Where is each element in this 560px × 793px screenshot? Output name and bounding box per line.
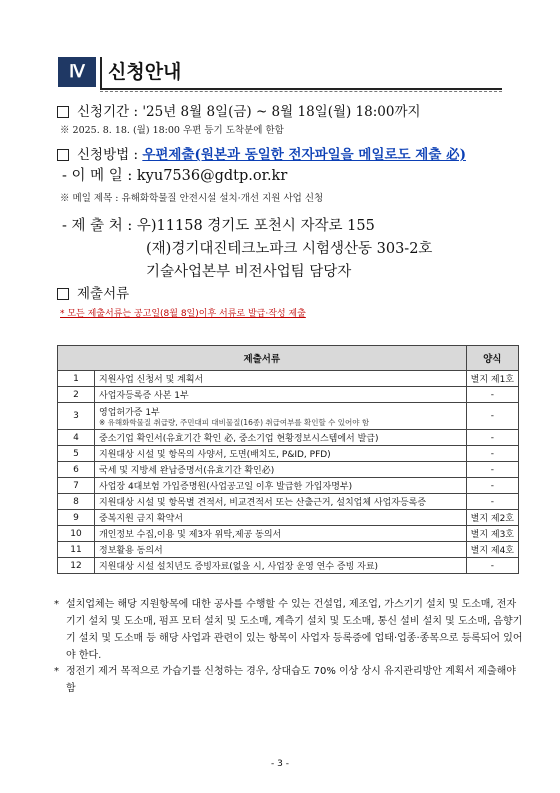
row-number: 3 [58, 403, 95, 430]
table-row [58, 387, 519, 403]
row-document-name [95, 403, 467, 430]
documents-row [57, 285, 129, 303]
row-number: 8 [58, 494, 95, 510]
row-document-name [95, 494, 467, 510]
row-document-name [95, 542, 467, 558]
table-row [58, 478, 519, 494]
table-row [58, 526, 519, 542]
address-row: - 제 출 처 : 우)11158 경기도 포천시 자작로 155 [62, 218, 375, 234]
row-document-name [95, 510, 467, 526]
documents-label: 제출서류 [77, 286, 130, 302]
document-sub-note: ※ 유해화학물질 취급량, 주민대피 대비물질(16종) 취급여부를 확인할 수 있어야 함 [99, 417, 370, 427]
document-name-text: 영업허가증 1부 [99, 407, 160, 418]
document-name-text: 국세 및 지방세 완납증명서(유효기간 확인必) [99, 466, 275, 476]
address-line-2: (재)경기대진테크노파크 시험생산동 303-2호 [146, 241, 433, 257]
table-row [58, 542, 519, 558]
document-name-text: 정보활용 동의서 [99, 546, 163, 556]
document-name-text: 사업장 4대보험 가입증명원(사업공고일 이후 발급한 가입자명부) [99, 482, 353, 492]
section-number-badge: Ⅳ [58, 57, 96, 87]
row-number: 11 [58, 542, 95, 558]
table-row [58, 446, 519, 462]
footnote-text: 정전기 제거 목적으로 가습기를 신청하는 경우, 상대습도 70% 이상 상시 유지관리방안 계획서 제출해야 함 [66, 666, 516, 694]
row-document-name [95, 526, 467, 542]
documents-table [57, 345, 519, 574]
table-row [58, 494, 519, 510]
row-form: 별지 제1호 [466, 371, 518, 387]
row-number: 9 [58, 510, 95, 526]
document-name-text: 지원대상 시설 및 항목의 사양서, 도면(배치도, P&ID, PFD) [99, 450, 331, 460]
row-form: - [466, 462, 518, 478]
section-divider [100, 57, 102, 90]
checkbox-icon [57, 149, 69, 161]
row-form: - [466, 558, 518, 574]
footnote-mark: * [54, 666, 59, 677]
row-document-name [95, 446, 467, 462]
row-form: - [466, 478, 518, 494]
table-row [58, 371, 519, 387]
address-label: 제 출 처 [71, 218, 123, 234]
table-row [58, 403, 519, 430]
row-number: 4 [58, 430, 95, 446]
period-value: '25년 8월 8일(금) ~ 8월 18일(월) 18:00까지 [142, 104, 421, 120]
method-row: 신청방법 : 우편제출(원본과 동일한 전자파일을 메일로도 제출 必) [57, 146, 466, 164]
footnote-2 [54, 663, 524, 697]
period-note-row [60, 124, 284, 138]
documents-note: * 모든 제출서류는 공고일(8월 8일)이후 서류로 발급·작성 제출 [60, 309, 306, 319]
row-document-name [95, 478, 467, 494]
footnote-1 [54, 596, 524, 664]
section-underline [100, 88, 502, 90]
email-row: - 이 메 일 : kyu7536@gdtp.or.kr [62, 168, 288, 184]
table-row [58, 430, 519, 446]
row-form: - [466, 430, 518, 446]
row-form: - [466, 403, 518, 430]
document-name-text: 중복지원 금지 확약서 [99, 514, 183, 524]
document-name-text: 지원대상 시설 설치년도 증빙자료(없을 시, 사업장 운영 연수 증빙 자료) [99, 562, 379, 572]
row-document-name [95, 558, 467, 574]
reference-mark-icon: ※ [60, 125, 70, 136]
row-form: - [466, 446, 518, 462]
address-line-1: 우)11158 경기도 포천시 자작로 155 [136, 218, 375, 234]
section-title: 신청안내 [108, 61, 182, 83]
email-note: 메일 제목 : 유해화학물질 안전시설 설치·개선 지원 사업 신청 [72, 193, 324, 204]
section-underline-dashed [100, 91, 502, 92]
email-label: 이 메 일 [71, 168, 123, 184]
email-value[interactable]: kyu7536@gdtp.or.kr [136, 168, 288, 184]
email-note-row [60, 192, 323, 206]
header-form: 양식 [466, 346, 518, 371]
row-number: 10 [58, 526, 95, 542]
period-label: 신청기간 [77, 104, 130, 120]
document-name-text: 개인정보 수집,이용 및 제3자 위탁,제공 동의서 [99, 530, 282, 540]
table-row [58, 462, 519, 478]
table-row [58, 558, 519, 574]
row-number: 7 [58, 478, 95, 494]
document-name-text: 지원사업 신청서 및 계획서 [99, 375, 204, 385]
row-number: 6 [58, 462, 95, 478]
row-number: 1 [58, 371, 95, 387]
period-note: 2025. 8. 18. (월) 18:00 우편 등기 도착분에 한함 [72, 125, 284, 136]
address-line-3: 기술사업본부 비전사업팀 담당자 [146, 264, 352, 280]
footnote-text: 설치업체는 해당 지원항목에 대한 공사를 수행할 수 있는 건설업, 제조업, 가스기기 설치 및 도소매, 전자기기 설치 및 도소매, 펌프 모터 설치 및 도소매, 계측기 설치 및 도소매, 통신 설비 설치 및 도소매, 음향기기 설치 및 도소매 등 해당 사업과 관련이 있는 항목이 사업자 등록증에 업태·업종·종목으로 등록되어 있어야 한다. [66, 599, 523, 661]
document-name-text: 지원대상 시설 및 항목별 견적서, 비교견적서 또는 산출근거, 설치업체 사업자등록증 [99, 498, 427, 508]
document-name-text: 중소기업 확인서(유효기간 확인 必, 중소기업 현황정보시스템에서 발급) [99, 434, 379, 444]
checkbox-icon [57, 288, 69, 300]
row-document-name [95, 462, 467, 478]
row-number: 12 [58, 558, 95, 574]
row-number: 2 [58, 387, 95, 403]
footnote-mark: * [54, 599, 59, 610]
period-row: 신청기간 : '25년 8월 8일(금) ~ 8월 18일(월) 18:00까지 [57, 103, 421, 121]
row-form: 별지 제3호 [466, 526, 518, 542]
row-form: - [466, 387, 518, 403]
method-label: 신청방법 [77, 147, 130, 163]
method-value: 우편제출 [142, 147, 195, 163]
row-document-name [95, 430, 467, 446]
row-form: 별지 제4호 [466, 542, 518, 558]
header-document-name: 제출서류 [58, 346, 467, 371]
row-document-name [95, 371, 467, 387]
checkbox-icon [57, 106, 69, 118]
document-name-text: 사업자등록증 사본 1부 [99, 391, 189, 401]
row-form: - [466, 494, 518, 510]
row-number: 5 [58, 446, 95, 462]
table-row [58, 510, 519, 526]
row-document-name [95, 387, 467, 403]
table-header-row [58, 346, 519, 371]
page-number: - 3 - [271, 759, 289, 769]
reference-mark-icon: ※ [60, 193, 70, 204]
method-value-paren: (원본과 동일한 전자파일을 메일로도 제출 必) [194, 147, 466, 163]
row-form: 별지 제2호 [466, 510, 518, 526]
